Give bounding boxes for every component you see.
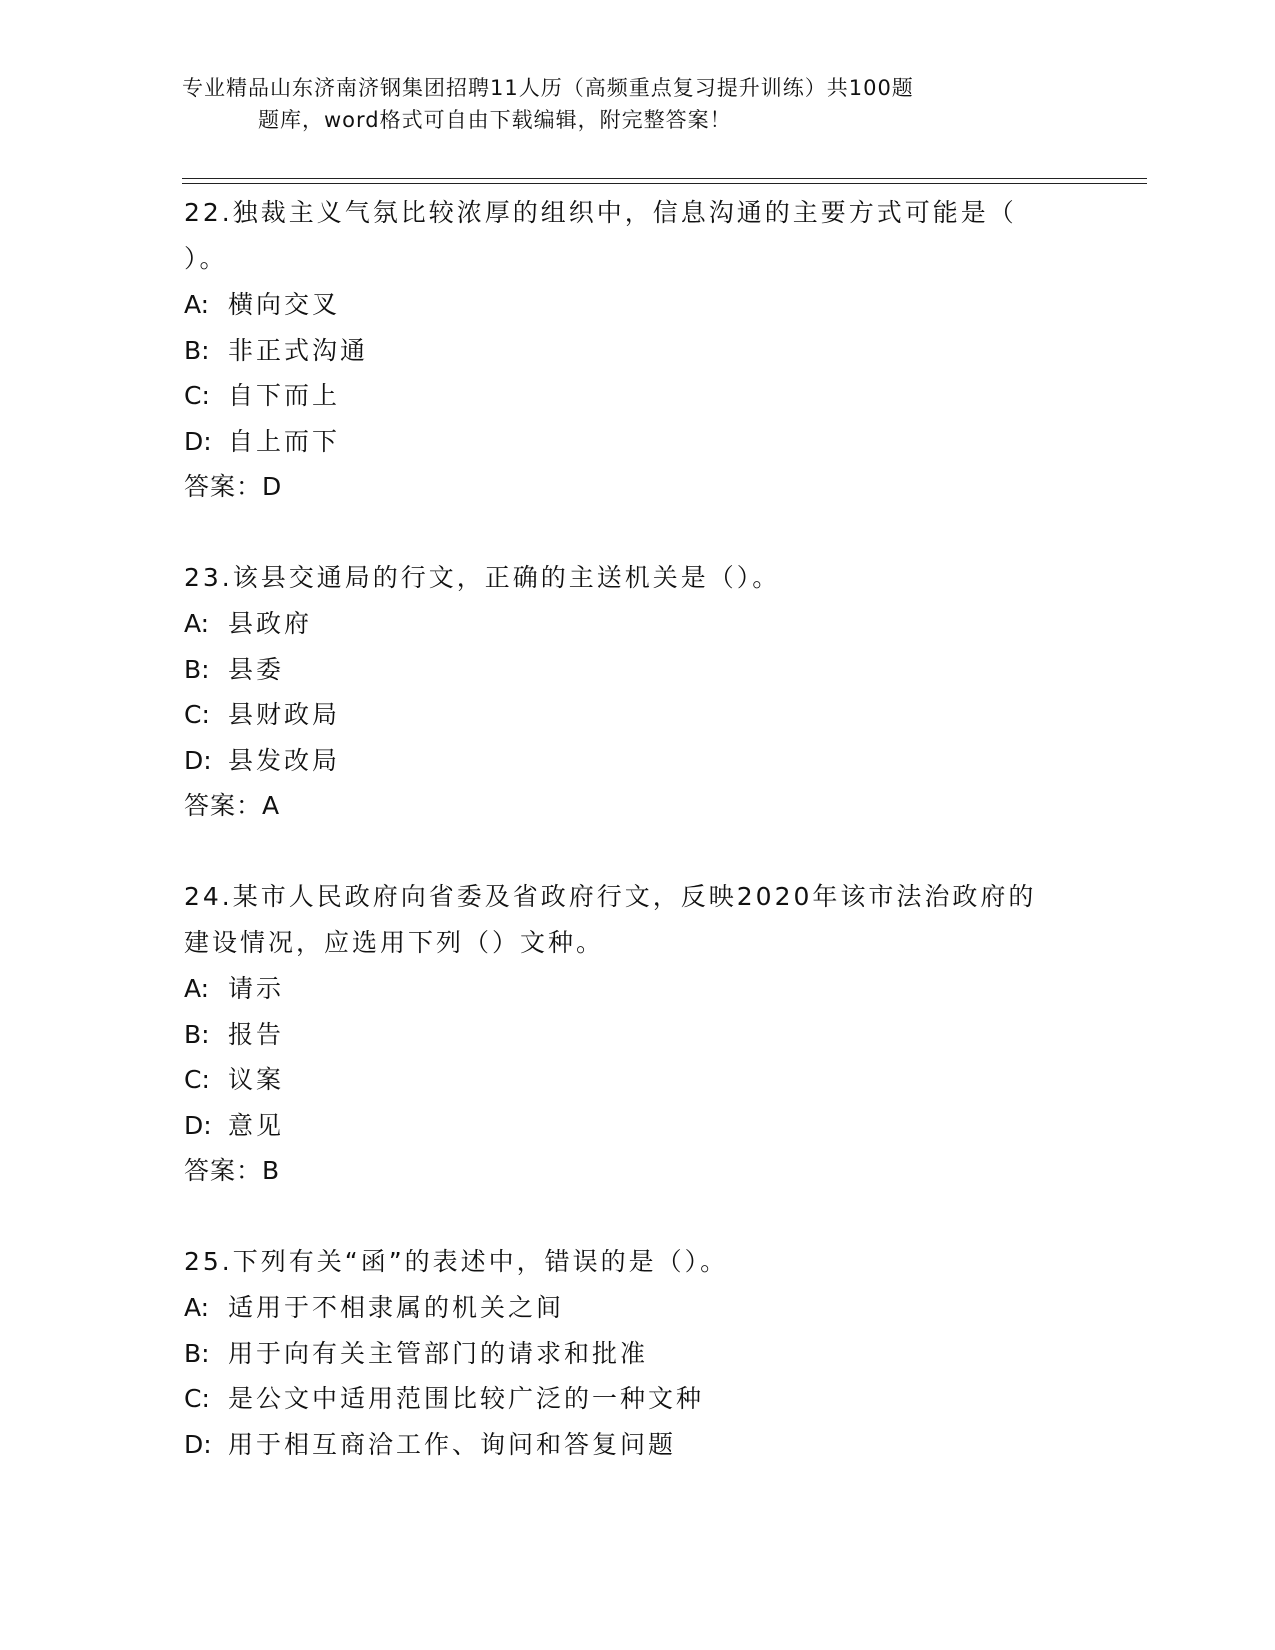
option-a [184,601,1084,647]
question-23 [184,555,1084,828]
question-22 [184,190,1084,509]
option-c [184,692,1084,738]
option-text: 横向交叉 [228,290,341,319]
option-letter: A: [184,290,210,319]
header-divider-bottom [182,183,1147,184]
header-title-line1: 专业精品山东济南济钢集团招聘11人历（高频重点复习提升训练）共100题 [182,76,914,100]
option-a [184,966,1084,1012]
option-d [184,1422,1084,1468]
option-text: 县委 [228,654,285,684]
option-text: 用于向有关主管部门的请求和批准 [228,1338,649,1368]
question-text-line1: 24.某市人民政府向省委及省政府行文，反映2020年该市法治政府的 [184,882,1037,911]
option-letter: C: [184,381,210,410]
option-b [184,328,1084,374]
option-a [184,1285,1084,1331]
option-letter: A: [184,974,210,1003]
option-letter: B: [184,335,210,365]
answer-text: 答案：B [184,1156,281,1185]
header-divider-top [182,178,1147,179]
option-text: 用于相互商洽工作、询问和答复问题 [228,1429,677,1459]
option-d [184,419,1084,465]
option-b [184,1331,1084,1377]
option-text: 非正式沟通 [228,335,369,365]
option-letter: C: [184,700,210,729]
option-a [184,282,1084,328]
option-letter: B: [184,1338,210,1368]
question-spacer [184,509,1084,555]
header-title-line2: 题库，word格式可自由下载编辑，附完整答案！ [258,108,732,132]
option-text: 请示 [228,974,285,1003]
option-letter: D: [184,426,212,456]
question-24 [184,874,1084,1193]
option-letter: A: [184,609,210,638]
option-text: 县发改局 [228,745,341,775]
answer-text: 答案：D [184,472,283,501]
question-text-line1: 22.独裁主义气氛比较浓厚的组织中，信息沟通的主要方式可能是（ [184,198,1017,227]
question-text-line2: ）。 [184,244,228,273]
option-text: 议案 [228,1065,285,1094]
question-text-line2: 建设情况，应选用下列（）文种。 [184,928,605,957]
option-letter: B: [184,1019,210,1049]
option-b [184,647,1084,693]
option-text: 县政府 [228,609,313,638]
question-list [184,190,1084,1467]
option-letter: C: [184,1065,210,1094]
option-text: 县财政局 [228,700,341,729]
option-letter: C: [184,1384,210,1413]
option-b [184,1012,1084,1058]
option-letter: D: [184,745,212,775]
option-c [184,1376,1084,1422]
answer-text: 答案：A [184,791,281,820]
option-d [184,1103,1084,1149]
option-c [184,1057,1084,1103]
document-header [182,72,1062,136]
option-text: 意见 [228,1110,285,1140]
option-letter: A: [184,1293,210,1322]
option-text: 是公文中适用范围比较广泛的一种文种 [228,1384,705,1413]
option-letter: D: [184,1110,212,1140]
option-text: 自上而下 [228,426,341,456]
option-text: 适用于不相隶属的机关之间 [228,1293,565,1322]
question-text-line1: 25.下列有关“函”的表述中，错误的是（）。 [184,1247,729,1276]
question-25 [184,1239,1084,1467]
option-letter: D: [184,1429,212,1459]
option-c [184,373,1084,419]
question-text-line1: 23.该县交通局的行文，正确的主送机关是（）。 [184,563,781,592]
option-text: 报告 [228,1019,285,1049]
question-spacer [184,828,1084,874]
question-spacer [184,1193,1084,1239]
option-letter: B: [184,654,210,684]
option-d [184,738,1084,784]
option-text: 自下而上 [228,381,341,410]
